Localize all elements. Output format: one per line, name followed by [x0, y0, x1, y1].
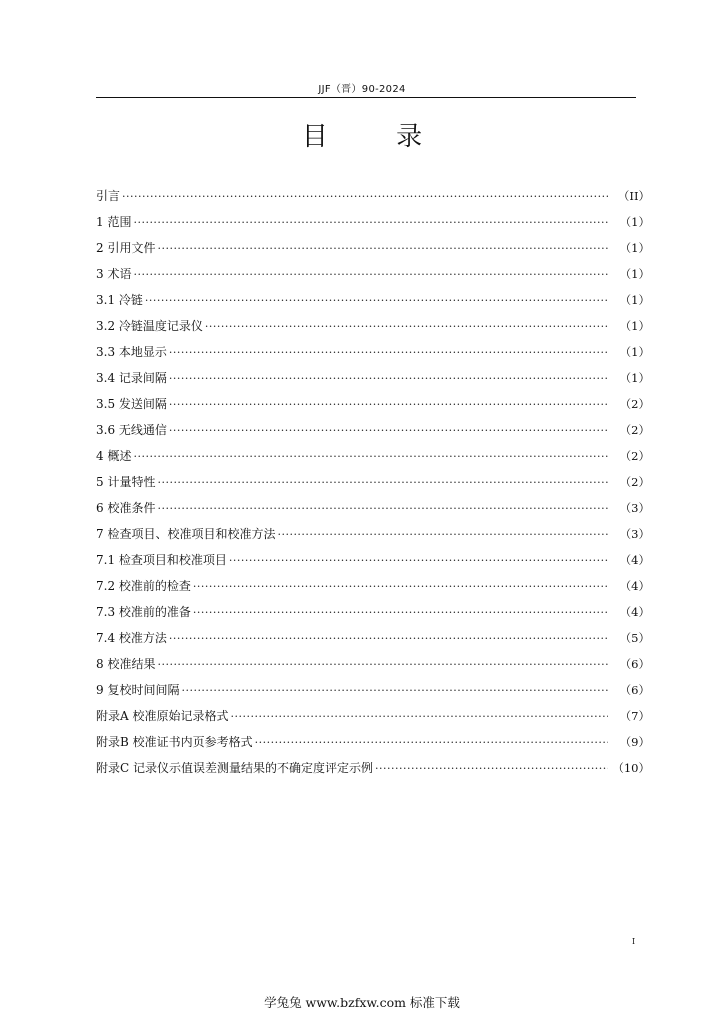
toc-dot-leader	[277, 522, 608, 548]
toc-entry-page: （9）	[619, 735, 650, 749]
toc-entry-label: 7.3 校准前的准备	[96, 605, 191, 619]
toc-entry-label: 附录C 记录仪示值误差测量结果的不确定度评定示例	[96, 761, 373, 775]
toc-dot-leader	[157, 496, 608, 522]
footer-watermark: 学兔兔 www.bzfxw.com 标准下载	[264, 995, 460, 1010]
toc-entry[interactable]	[96, 443, 650, 469]
toc-entry[interactable]	[96, 755, 650, 781]
toc-entry[interactable]	[96, 417, 650, 443]
toc-dot-leader	[255, 730, 608, 756]
toc-entry[interactable]	[96, 521, 650, 547]
toc-entry[interactable]	[96, 391, 650, 417]
toc-dot-leader	[230, 704, 608, 730]
toc-entry-page: （1）	[619, 345, 650, 359]
toc-entry[interactable]	[96, 599, 650, 625]
toc-entry-label: 3 术语	[96, 267, 132, 281]
toc-dot-leader	[133, 210, 608, 236]
toc-entry-page: （4）	[619, 605, 650, 619]
toc-entry-page: （2）	[619, 423, 650, 437]
toc-entry-page: （1）	[619, 319, 650, 333]
toc-entry[interactable]	[96, 287, 650, 313]
toc-entry-page: （2）	[619, 449, 650, 463]
toc-entry-page: （2）	[619, 475, 650, 489]
toc-dot-leader	[169, 418, 608, 444]
toc-entry-label: 9 复校时间间隔	[96, 683, 180, 697]
toc-dot-leader	[133, 444, 608, 470]
toc-entry[interactable]	[96, 495, 650, 521]
toc-dot-leader	[169, 366, 608, 392]
toc-entry[interactable]	[96, 313, 650, 339]
toc-entry-page: （1）	[619, 293, 650, 307]
toc-entry-label: 7.1 检查项目和校准项目	[96, 553, 227, 567]
toc-entry[interactable]	[96, 703, 650, 729]
toc-dot-leader	[193, 574, 608, 600]
toc-entry-page: （4）	[619, 579, 650, 593]
toc-entry-label: 3.5 发送间隔	[96, 397, 167, 411]
toc-entry[interactable]	[96, 677, 650, 703]
toc-entry-label: 7.2 校准前的检查	[96, 579, 191, 593]
toc-entry-label: 4 概述	[96, 449, 132, 463]
toc-dot-leader	[169, 392, 608, 418]
toc-entry-page: （7）	[619, 709, 650, 723]
toc-entry-page: （1）	[619, 215, 650, 229]
toc-entry-label: 3.2 冷链温度记录仪	[96, 319, 203, 333]
toc-entry[interactable]	[96, 261, 650, 287]
toc-dot-leader	[205, 314, 608, 340]
toc-entry[interactable]	[96, 183, 650, 209]
toc-entry[interactable]	[96, 651, 650, 677]
toc-entry-label: 附录A 校准原始记录格式	[96, 709, 229, 723]
toc-entry-label: 3.4 记录间隔	[96, 371, 167, 385]
toc-entry-page: （5）	[619, 631, 650, 645]
toc-entry-page: （6）	[619, 657, 650, 671]
toc-dot-leader	[229, 548, 608, 574]
toc-entry-page: （1）	[619, 267, 650, 281]
table-of-contents	[96, 183, 650, 781]
toc-entry-label: 3.6 无线通信	[96, 423, 167, 437]
toc-entry[interactable]	[96, 235, 650, 261]
toc-entry-page: （6）	[619, 683, 650, 697]
toc-dot-leader	[157, 236, 608, 262]
toc-entry-label: 3.1 冷链	[96, 293, 143, 307]
toc-entry-label: 引言	[96, 189, 121, 203]
toc-entry-page: （4）	[619, 553, 650, 567]
toc-entry[interactable]	[96, 209, 650, 235]
toc-entry-page: （II）	[617, 189, 650, 203]
toc-entry[interactable]	[96, 729, 650, 755]
toc-entry[interactable]	[96, 625, 650, 651]
toc-entry[interactable]	[96, 573, 650, 599]
toc-entry-label: 3.3 本地显示	[96, 345, 167, 359]
toc-dot-leader	[193, 600, 608, 626]
toc-entry-page: （1）	[619, 371, 650, 385]
toc-dot-leader	[375, 756, 608, 782]
toc-entry-page: （10）	[612, 761, 650, 775]
toc-entry[interactable]	[96, 339, 650, 365]
toc-entry-label: 5 计量特性	[96, 475, 156, 489]
toc-dot-leader	[157, 652, 608, 678]
toc-entry[interactable]	[96, 547, 650, 573]
toc-entry-page: （3）	[619, 527, 650, 541]
toc-entry-label: 附录B 校准证书内页参考格式	[96, 735, 253, 749]
toc-dot-leader	[157, 470, 608, 496]
toc-entry-label: 1 范围	[96, 215, 132, 229]
toc-entry-label: 7 检查项目、校准项目和校准方法	[96, 527, 276, 541]
toc-dot-leader	[169, 340, 608, 366]
header-divider	[96, 97, 636, 98]
toc-entry-label: 2 引用文件	[96, 241, 156, 255]
toc-entry-page: （2）	[619, 397, 650, 411]
toc-entry-label: 6 校准条件	[96, 501, 156, 515]
toc-entry-label: 8 校准结果	[96, 657, 156, 671]
page-number: I	[632, 937, 636, 946]
toc-dot-leader	[122, 184, 608, 210]
toc-dot-leader	[145, 288, 608, 314]
toc-entry-page: （1）	[619, 241, 650, 255]
document-code-header: JJF（晋）90-2024	[318, 84, 406, 95]
toc-entry[interactable]	[96, 469, 650, 495]
page-title: 目 录	[301, 122, 453, 152]
toc-dot-leader	[133, 262, 608, 288]
toc-dot-leader	[181, 678, 608, 704]
toc-entry-label: 7.4 校准方法	[96, 631, 167, 645]
toc-dot-leader	[169, 626, 608, 652]
toc-entry-page: （3）	[619, 501, 650, 515]
toc-entry[interactable]	[96, 365, 650, 391]
